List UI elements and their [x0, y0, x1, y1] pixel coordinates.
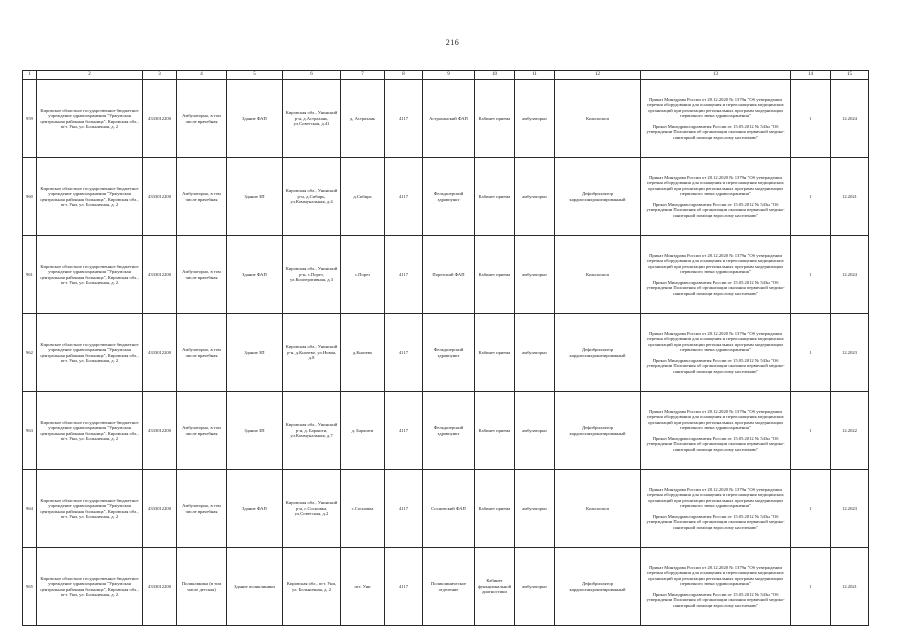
legal-basis-order-1379n: Приказ Минздрава России от 28.12.2020 № 1379н "Об утверждении перечня оборудования для оснащения и переоснащения медицинских организаций при реализации региональных программ модернизации первичного звена здравоохранения" — [647, 175, 784, 197]
legal-basis-order-543n: Приказ Минздравсоцразвития России от 15.05.2012 № 543н "Об утверждении Положения об организации оказания первичной медико-санитарной помощи взрослому населению" — [646, 123, 785, 140]
column-number-row — [23, 71, 869, 80]
date-cell: 12.2022 — [831, 392, 869, 470]
legal-basis-cell — [641, 236, 791, 314]
legal-basis-order-543n: Приказ Минздравсоцразвития России от 15.05.2012 № 543н "Об утверждении Положения об организации оказания первичной медико-санитарной помощи взрослому населению" — [646, 279, 785, 296]
care-type-cell: Амбулаторно, в том числе врачебная — [177, 158, 227, 236]
room-cell: Кабинет приема — [475, 80, 515, 158]
column-number: 3 — [143, 71, 177, 80]
care-type-cell: Поликлиника (в том числе детская) — [177, 548, 227, 626]
column-number: 10 — [475, 71, 515, 80]
building-cell: Здание ФАП — [227, 470, 283, 548]
column-number: 15 — [831, 71, 869, 80]
quantity-cell: 1 — [791, 470, 831, 548]
unit-cell: Сосновский ФАП — [423, 470, 475, 548]
inn-cell: 4333012200 — [143, 392, 177, 470]
table-row — [23, 158, 869, 236]
address-cell: Кировская обл., Унинский р-н, д.Кназево, ул.Новая, д.8 — [283, 314, 341, 392]
building-cell: Здание ФАП — [227, 236, 283, 314]
quantity-cell: 1 — [791, 392, 831, 470]
organization-cell: Кировское областное государственное бюджетное учреждение здравоохранения "Уржумская центральная районная больница", Кировская обл., пгт. Уни, ул. Больничная, д. 2 — [37, 158, 143, 236]
code-cell: 4117 — [385, 236, 423, 314]
equipment-cell: Дефибриллятор кардиосинхронизированный — [555, 158, 641, 236]
address-cell: Кировская обл., пгт. Уни, ул. Больничная, д. 2 — [283, 548, 341, 626]
quantity-cell: 1 — [791, 548, 831, 626]
legal-basis-order-1379n: Приказ Минздрава России от 28.12.2020 № 1379н "Об утверждении перечня оборудования для оснащения и переоснащения медицинских организаций при реализации региональных программ модернизации первичного звена здравоохранения" — [647, 97, 784, 119]
legal-basis-order-1379n: Приказ Минздрава России от 28.12.2020 № 1379н "Об утверждении перечня оборудования для оснащения и переоснащения медицинских организаций при реализации региональных программ модернизации первичного звена здравоохранения" — [647, 565, 784, 587]
row-number: 963 — [23, 392, 37, 470]
unit-cell: Астраханский ФАП — [423, 80, 475, 158]
date-cell: 12.2023 — [831, 314, 869, 392]
building-cell: Здание ФАП — [227, 80, 283, 158]
settlement-cell: с.Сосновка — [341, 470, 385, 548]
date-cell: 12.2021 — [831, 158, 869, 236]
inn-cell: 4333012200 — [143, 548, 177, 626]
address-cell: Кировская обл., Унинский р-н, д.Сибирь, ул.Коммунальная, д.4 — [283, 158, 341, 236]
legal-basis-cell — [641, 392, 791, 470]
date-cell: 12.2023 — [831, 470, 869, 548]
legal-basis-order-1379n: Приказ Минздрава России от 28.12.2020 № 1379н "Об утверждении перечня оборудования для оснащения и переоснащения медицинских организаций при реализации региональных программ модернизации первичного звена здравоохранения" — [647, 487, 784, 509]
inn-cell: 4333012200 — [143, 470, 177, 548]
condition-cell: амбулаторно — [515, 470, 555, 548]
table-row — [23, 548, 869, 626]
condition-cell: амбулаторно — [515, 80, 555, 158]
organization-cell: Кировское областное государственное бюджетное учреждение здравоохранения "Уржумская центральная районная больница", Кировская обл., пгт. Уни, ул. Больничная, д. 2 — [37, 314, 143, 392]
code-cell: 4117 — [385, 158, 423, 236]
organization-cell: Кировское областное государственное бюджетное учреждение здравоохранения "Уржумская центральная районная больница", Кировская обл., пгт. Уни, ул. Больничная, д. 2 — [37, 236, 143, 314]
equipment-cell: Дефибриллятор кардиосинхронизированный — [555, 392, 641, 470]
building-cell: Здание ЗП — [227, 314, 283, 392]
address-cell: Кировская обл., Унинский р-н, с.Сосновка, ул.Советская, д.2 — [283, 470, 341, 548]
legal-basis-cell — [641, 548, 791, 626]
row-number: 959 — [23, 80, 37, 158]
address-cell: Кировская обл., Унинский р-н, с.Порез, ул.Кооперативная, д.3 — [283, 236, 341, 314]
address-cell: Кировская обл., Унинский р-н, д. Барашти, ул.Коммунальная, д.7 — [283, 392, 341, 470]
settlement-cell: д.Сибирь — [341, 158, 385, 236]
condition-cell: амбулаторно — [515, 158, 555, 236]
legal-basis-order-1379n: Приказ Минздрава России от 28.12.2020 № 1379н "Об утверждении перечня оборудования для оснащения и переоснащения медицинских организаций при реализации региональных программ модернизации первичного звена здравоохранения" — [647, 331, 784, 353]
inn-cell: 4333012200 — [143, 80, 177, 158]
equipment-cell: Дефибриллятор кардиосинхронизированный — [555, 548, 641, 626]
column-number: 13 — [641, 71, 791, 80]
organization-cell: Кировское областное государственное бюджетное учреждение здравоохранения "Уржумская центральная районная больница", Кировская обл., пгт. Уни, ул. Больничная, д. 2 — [37, 80, 143, 158]
room-cell: Кабинет приема — [475, 392, 515, 470]
column-number: 4 — [177, 71, 227, 80]
column-number: 6 — [283, 71, 341, 80]
column-number: 7 — [341, 71, 385, 80]
table-row — [23, 392, 869, 470]
page-number: 216 — [445, 38, 460, 47]
column-number: 8 — [385, 71, 423, 80]
quantity-cell: 1 — [791, 158, 831, 236]
unit-cell: Порезский ФАП — [423, 236, 475, 314]
legal-basis-cell — [641, 158, 791, 236]
table-row — [23, 80, 869, 158]
building-cell: Здание ЗП — [227, 158, 283, 236]
settlement-cell: д. Астрахань — [341, 80, 385, 158]
code-cell: 4117 — [385, 548, 423, 626]
condition-cell: амбулаторно — [515, 392, 555, 470]
row-number: 960 — [23, 158, 37, 236]
inn-cell: 4333012200 — [143, 314, 177, 392]
quantity-cell: 1 — [791, 236, 831, 314]
column-number: 9 — [423, 71, 475, 80]
condition-cell: амбулаторно — [515, 236, 555, 314]
unit-cell: Фельдшерский здравпункт — [423, 314, 475, 392]
quantity-cell: 1 — [791, 314, 831, 392]
quantity-cell: 1 — [791, 80, 831, 158]
legal-basis-order-543n: Приказ Минздравсоцразвития России от 15.05.2012 № 543н "Об утверждении Положения об организации оказания первичной медико-санитарной помощи взрослому населению" — [646, 591, 785, 608]
date-cell: 12.2024 — [831, 236, 869, 314]
organization-cell: Кировское областное государственное бюджетное учреждение здравоохранения "Уржумская центральная районная больница", Кировская обл., пгт. Уни, ул. Больничная, д. 2 — [37, 548, 143, 626]
care-type-cell: Амбулаторно, в том числе врачебная — [177, 392, 227, 470]
equipment-cell: Кольпоскоп — [555, 80, 641, 158]
settlement-cell: д. Барашти — [341, 392, 385, 470]
equipment-register-table — [22, 70, 869, 626]
row-number: 964 — [23, 470, 37, 548]
building-cell: Здание поликлиники — [227, 548, 283, 626]
room-cell: Кабинет приема — [475, 158, 515, 236]
legal-basis-cell — [641, 470, 791, 548]
column-number: 14 — [791, 71, 831, 80]
room-cell: Кабинет приема — [475, 470, 515, 548]
equipment-cell: Кольпоскоп — [555, 470, 641, 548]
date-cell: 12.2024 — [831, 80, 869, 158]
organization-cell: Кировское областное государственное бюджетное учреждение здравоохранения "Уржумская центральная районная больница", Кировская обл., пгт. Уни, ул. Больничная, д. 2 — [37, 470, 143, 548]
condition-cell: амбулаторно — [515, 314, 555, 392]
settlement-cell: пгт. Уни — [341, 548, 385, 626]
care-type-cell: Амбулаторно, в том числе врачебная — [177, 236, 227, 314]
legal-basis-order-1379n: Приказ Минздрава России от 28.12.2020 № 1379н "Об утверждении перечня оборудования для оснащения и переоснащения медицинских организаций при реализации региональных программ модернизации первичного звена здравоохранения" — [647, 409, 784, 431]
equipment-cell: Дефибриллятор кардиосинхронизированный — [555, 314, 641, 392]
code-cell: 4117 — [385, 470, 423, 548]
care-type-cell: Амбулаторно, в том числе врачебная — [177, 314, 227, 392]
room-cell: Кабинет приема — [475, 236, 515, 314]
condition-cell: амбулаторно — [515, 548, 555, 626]
legal-basis-order-543n: Приказ Минздравсоцразвития России от 15.05.2012 № 543н "Об утверждении Положения об организации оказания первичной медико-санитарной помощи взрослому населению" — [646, 201, 785, 218]
column-number: 5 — [227, 71, 283, 80]
column-number: 12 — [555, 71, 641, 80]
settlement-cell: с.Порез — [341, 236, 385, 314]
legal-basis-order-543n: Приказ Минздравсоцразвития России от 15.05.2012 № 543н "Об утверждении Положения об организации оказания первичной медико-санитарной помощи взрослому населению" — [646, 435, 785, 452]
date-cell: 12.2021 — [831, 548, 869, 626]
care-type-cell: Амбулаторно, в том числе врачебная — [177, 470, 227, 548]
legal-basis-cell — [641, 80, 791, 158]
organization-cell: Кировское областное государственное бюджетное учреждение здравоохранения "Уржумская центральная районная больница", Кировская обл., пгт. Уни, ул. Больничная, д. 2 — [37, 392, 143, 470]
legal-basis-order-1379n: Приказ Минздрава России от 28.12.2020 № 1379н "Об утверждении перечня оборудования для оснащения и переоснащения медицинских организаций при реализации региональных программ модернизации первичного звена здравоохранения" — [647, 253, 784, 275]
settlement-cell: д.Кназево — [341, 314, 385, 392]
row-number: 962 — [23, 314, 37, 392]
unit-cell: Фельдшерский здравпункт — [423, 158, 475, 236]
address-cell: Кировская обл., Унинский р-н, д.Астрахань, ул.Советская, д.41 — [283, 80, 341, 158]
inn-cell: 4333012200 — [143, 236, 177, 314]
equipment-cell: Кольпоскоп — [555, 236, 641, 314]
legal-basis-cell — [641, 314, 791, 392]
code-cell: 4117 — [385, 392, 423, 470]
legal-basis-order-543n: Приказ Минздравсоцразвития России от 15.05.2012 № 543н "Об утверждении Положения об организации оказания первичной медико-санитарной помощи взрослому населению" — [646, 357, 785, 374]
unit-cell: Фельдшерский здравпункт — [423, 392, 475, 470]
room-cell: Кабинет функциональной диагностики — [475, 548, 515, 626]
table-row — [23, 236, 869, 314]
legal-basis-order-543n: Приказ Минздравсоцразвития России от 15.05.2012 № 543н "Об утверждении Положения об организации оказания первичной медико-санитарной помощи взрослому населению" — [646, 513, 785, 530]
row-number: 965 — [23, 548, 37, 626]
column-number: 11 — [515, 71, 555, 80]
inn-cell: 4333012200 — [143, 158, 177, 236]
code-cell: 4117 — [385, 80, 423, 158]
room-cell: Кабинет приема — [475, 314, 515, 392]
code-cell: 4117 — [385, 314, 423, 392]
column-number: 2 — [37, 71, 143, 80]
column-number: 1 — [23, 71, 37, 80]
building-cell: Здание ЗП — [227, 392, 283, 470]
care-type-cell: Амбулаторно, в том числе врачебная — [177, 80, 227, 158]
unit-cell: Поликлиническое отделение — [423, 548, 475, 626]
table-row — [23, 314, 869, 392]
table-row — [23, 470, 869, 548]
row-number: 961 — [23, 236, 37, 314]
